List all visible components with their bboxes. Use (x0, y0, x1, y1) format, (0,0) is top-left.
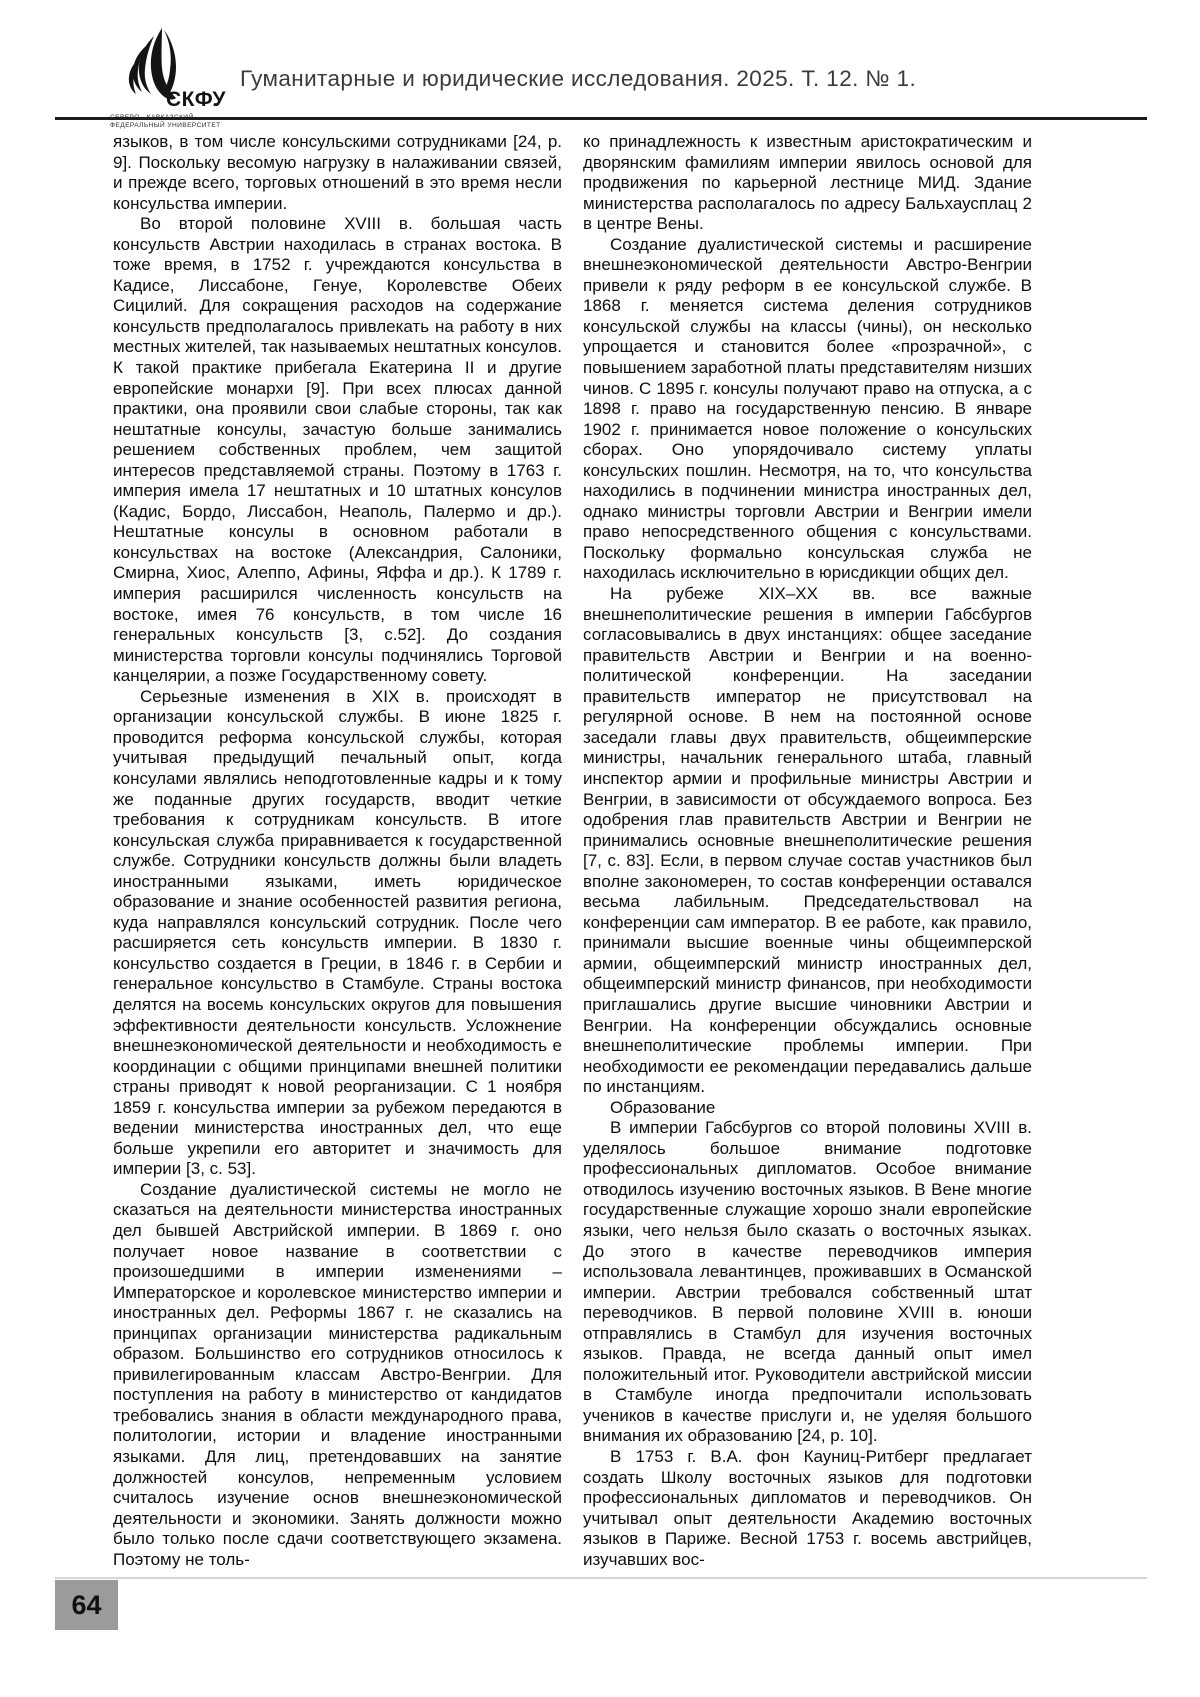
section-heading: Образование (610, 1097, 716, 1117)
footer-divider (55, 1577, 1147, 1579)
journal-title: Гуманитарные и юридические исследования. 2025. Т. 12. № 1. (240, 66, 917, 91)
right-column (583, 132, 1032, 1570)
paragraph: В 1753 г. В.А. фон Кауниц-Ритберг предлагает создать Школу восточных языков для подготовки профессиональных дипломатов и переводчиков. Он учитывал опыт деятельности Академию восточных языков в Париже. Весной 1753 г. восемь австрийцев, изучавших вос- (583, 1447, 1032, 1569)
logo-acronym: СКФУ (166, 88, 226, 111)
left-column (113, 132, 562, 1570)
paragraph: ко принадлежность к известным аристократическим и дворянским фамилиям империи явилось основой для продвижения по карьерной лестнице МИД. Здание министерства располагалось по адресу Бальхаусплац 2 в центре Вены. (583, 132, 1032, 234)
paragraph: В империи Габсбургов со второй половины XVIII в. уделялось большое внимание подготовке профессиональных дипломатов. Особое внимание отводилось изучению восточных языков. В Вене многие государственные служащие хорошо знали европейские языки, чего нельзя было сказать о восточных языках. До этого в качестве переводчиков империя использовала левантинцев, проживавших в Османской империи. Австрии требовался собственный штат переводчиков. В первой половине XVIII в. юноши отправлялись в Стамбул для изучения восточных языков. Правда, не всегда данный опыт имел положительный итог. Руководители австрийской миссии в Стамбуле иногда предпочитали использовать учеников в качестве прислуги и, не уделяя большого внимания их образованию [24, р. 10]. (583, 1118, 1032, 1446)
paragraph: На рубеже XIX–XX вв. все важные внешнеполитические решения в империи Габсбургов согласовывались в двух инстанциях: общее заседание правительств Австрии и Венгрии и на военно-политической конференции. На заседании правительств император не присутствовал на регулярной основе. В нем на постоянной основе заседали главы двух правительств, общеимперские министры, начальник генерального штаба, главный инспектор армии и профильные министры Австрии и Венгрии, в зависимости от обсуждаемого вопроса. Без одобрения глав правительств Австрии и Венгрии не принимались основные внешнеполитические решения [7, с. 83]. Если, в первом случае состав участников был вполне закономерен, то состав конференции оставался весьма лабильным. Председательствовал на конференции сам император. В ее работе, как правило, принимали высшие военные чины общеимперской армии, общеимперский министр иностранных дел, общеимперский министр финансов, при необходимости приглашались другие высшие чиновники Австрии и Венгрии. На конференции обсуждались основные внешнеполитические проблемы империи. При необходимости ее рекомендации передавались дальше по инстанциям. (583, 584, 1032, 1097)
logo-caption-line2: ФЕДЕРАЛЬНЫЙ УНИВЕРСИТЕТ (110, 122, 221, 129)
paragraph: Во второй половине XVIII в. большая часть консульств Австрии находилась в странах востока. В тоже время, в 1752 г. учреждаются консульства в Кадисе, Лиссабоне, Генуе, Королевстве Обеих Сицилий. Для сокращения расходов на содержание консульств предполагалось привлекать на работу в них местных жителей, так называемых нештатных консулов. К такой практике прибегала Екатерина II и другие европейские монархи [9]. При всех плюсах данной практики, она проявили свои слабые стороны, так как нештатные консулы, зачастую больше занимались решением собственных проблем, чем защитой интересов представляемой страны. Поэтому в 1763 г. империя имела 17 нештатных и 10 штатных консулов (Кадис, Бордо, Лиссабон, Неаполь, Палермо и др.). Нештатные консулы в основном работали в консульствах на востоке (Александрия, Салоники, Смирна, Хиос, Алеппо, Афины, Яффа и др.). К 1789 г. империя расширился численность консульств на востоке, имея 76 консульств, в том числе 16 генеральных консульств [3, с.52]. До создания министерства торговли консулы подчинялись Торговой канцелярии, а позже Государственному совету. (113, 214, 562, 686)
article-body (113, 132, 1032, 1570)
paragraph: Создание дуалистической системы и расширение внешнеэкономической деятельности Австро-Венгрии привели к ряду реформ в ее консульской службе. В 1868 г. меняется система деления сотрудников консульской службы на классы (чины), он несколько упрощается и становится более «прозрачной», с повышением заработной платы представителям низших чинов. С 1895 г. консулы получают право на отпуска, а с 1898 г. право на государственную пенсию. В январе 1902 г. принимается новое положение о консульских сборах. Оно упорядочивало систему уплаты консульских пошлин. Несмотря, на то, что консульства находились в подчинении министра иностранных дел, однако министры торговли Австрии и Венгрии имели право непосредственного общения с консульствами. Поскольку формально консульская служба не находилась исключительно в юрисдикции общих дел. (583, 234, 1032, 583)
page-header (110, 26, 1145, 129)
header-divider (55, 117, 1147, 120)
paragraph: Серьезные изменения в XIX в. происходят в организации консульской службы. В июне 1825 г. проводится реформа консульской службы, которая учитывая предыдущий печальный опыт, когда консулами являлись неподготовленные кадры и к тому же поданные других государств, вводит четкие требования к сотрудникам консульств. В итоге консульская служба приравнивается к государственной службе. Сотрудники консульств должны были владеть иностранными языками, иметь юридическое образование и знание особенностей развития региона, куда направлялся консульский сотрудник. После чего расширяется сеть консульств империи. В 1830 г. консульство создается в Греции, в 1846 г. в Сербии и генеральное консульство в Стамбуле. Страны востока делятся на восемь консульских округов для повышения эффективности деятельности консульств. Усложнение внешнеэкономической деятельности и необходимость е координации с общими принципами внешней политики страны приводят к новой реорганизации. С 1 ноября 1859 г. консульства империи за рубежом передаются в ведении министерства иностранных дел, что еще больше укрепили его авторитет и значимость для империи [3, с. 53]. (113, 686, 562, 1179)
paragraph: Создание дуалистической системы не могло не сказаться на деятельности министерства иностранных дел бывшей Австрийской империи. В 1869 г. оно получает новое название в соответствии с произошедшими в империи изменениями – Императорское и королевское министерство империи и иностранных дел. Реформы 1867 г. не сказались на принципах организации министерства радикальным образом. Большинство его сотрудников относилось к привилегированным классам Австро-Венгрии. Для поступления на работу в министерство от кандидатов требовались знания в области международного права, политологии, истории и владение иностранными языками. Для лиц, претендовавших на занятие должностей консулов, непременным условием считалось изучение основ внешнеэкономической деятельности и экономики. Занять должности можно было только после сдачи соответствующего экзамена. Поэтому не толь- (113, 1179, 562, 1569)
page-number: 64 (55, 1580, 118, 1630)
paragraph: языков, в том числе консульскими сотрудниками [24, р. 9]. Поскольку весомую нагрузку в налаживании связей, и прежде всего, торговых отношений в это время несли консульства империи. (113, 132, 562, 213)
